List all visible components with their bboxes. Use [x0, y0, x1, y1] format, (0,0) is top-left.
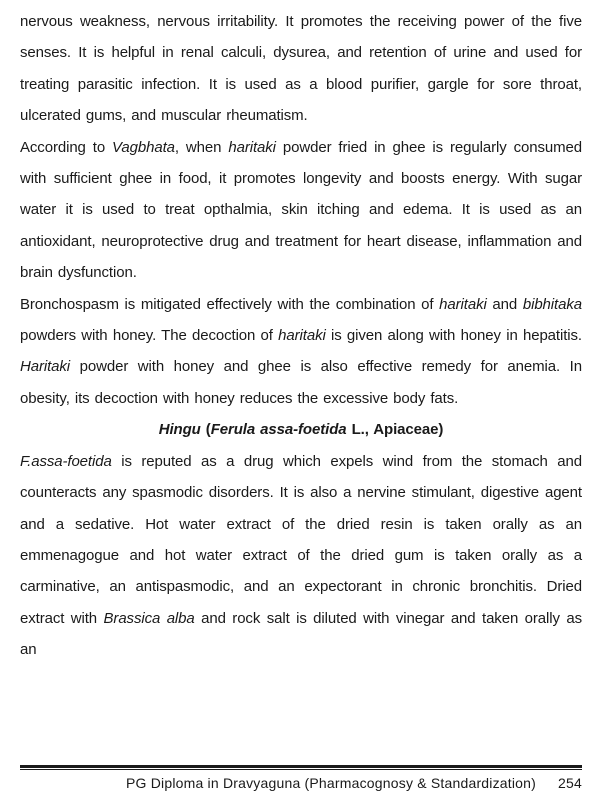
text-run: Bronchospasm is mitigated effectively with the combination of: [20, 295, 440, 313]
text-run: and rock salt is diluted with vinegar and taken orally as an: [20, 609, 582, 659]
text-run: nervous weakness, nervous irritability. It promotes the receiving power of the five senses. It is helpful in renal calculi, dysurea, and retention of urine and used for treating parasitic infection. It is used as a blood purifier, gargle for sore throat, ulcerated gums, and muscular rheumatism.: [20, 13, 582, 125]
paragraph: [20, 289, 582, 415]
text-run: powders with honey. The decoction of: [20, 327, 279, 345]
page-footer: [20, 772, 582, 794]
text-run: powder with honey and ghee is also effective remedy for anemia. In obesity, its decoction with honey reduces the excessive body fats.: [20, 358, 582, 407]
italic-term: Vagbhata: [112, 138, 175, 156]
text-run: and: [486, 295, 523, 313]
footer-rule-thin: [20, 769, 582, 770]
text-run: (: [200, 421, 211, 439]
paragraph: [20, 132, 582, 289]
paragraph: [20, 6, 582, 132]
italic-term: Brassica alba: [103, 609, 195, 627]
italic-term: haritaki: [228, 138, 276, 156]
text-run: L., Apiaceae): [346, 421, 444, 439]
footer-title: PG Diploma in Dravyaguna (Pharmacognosy & Standardization): [126, 775, 537, 791]
italic-term: Ferula assa-foetida: [210, 421, 347, 439]
italic-term: F.assa-foetida: [20, 452, 112, 470]
text-run: , when: [174, 138, 229, 156]
italic-term: Haritaki: [20, 358, 71, 376]
text-run: powder fried in ghee is regularly consumed with sufficient ghee in food, it promotes longevity and boosts energy. With sugar water it is used to treat opthalmia, skin itching and edema. It is used as an antioxidant, neuroprotective drug and treatment for heart disease, inflammation and brain dysfunction.: [20, 138, 583, 282]
text-run: According to: [20, 138, 113, 156]
text-run: is reputed as a drug which expels wind from the stomach and counteracts any spasmodic disorders. It is also a nervine stimulant, digestive agent and a sedative. Hot water extract of the dried resin is taken orally as an emmenagogue and hot water extract of the dried gum is taken orally as a carminative, an antispasmodic, and an expectorant in chronic bronchitis. Dried extract with: [20, 452, 582, 627]
section-heading: [20, 414, 582, 445]
italic-term: haritaki: [439, 295, 487, 313]
italic-term: bibhitaka: [522, 295, 582, 313]
italic-term: Hingu: [158, 421, 201, 439]
body-text: [20, 6, 582, 666]
page-number: 254: [558, 775, 582, 791]
footer-rule-thick: [20, 765, 582, 768]
text-run: is given along with honey in hepatitis.: [325, 327, 582, 345]
italic-term: haritaki: [278, 327, 326, 345]
paragraph: [20, 446, 582, 666]
